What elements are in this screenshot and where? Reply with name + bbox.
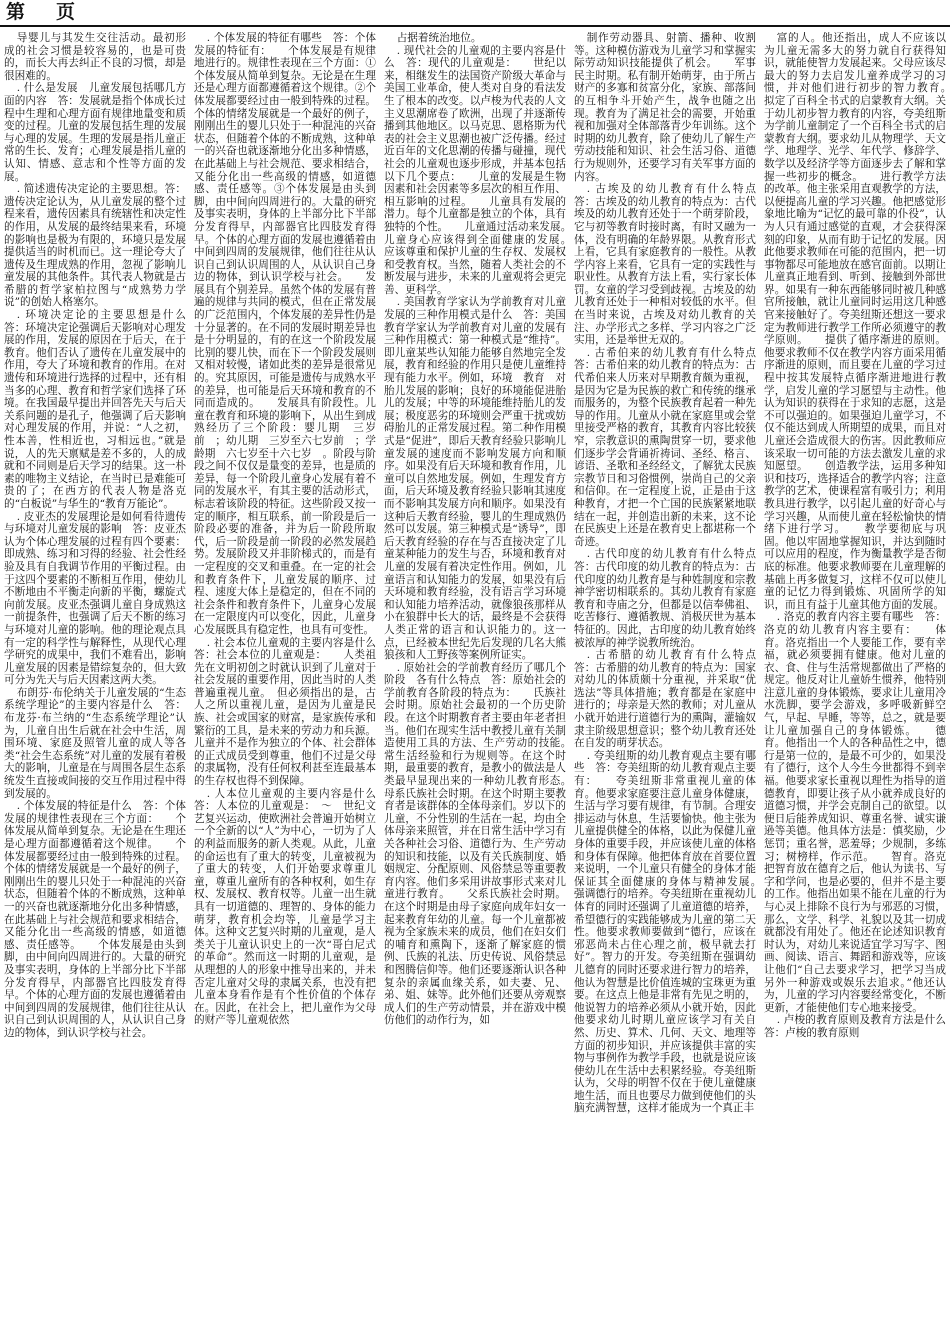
paragraph: 制作劳动器具、射箭、播种、收割等。这种模仿游戏为儿童学习和掌握实际劳动知识技能提供了机会。 军事民主时期。私有制开始萌芽，由于所占财产的多寡和贫富分化，家族、部落间的互相争斗开始产生，战争也随之出现。教育为了满足社会的需要，开始重视和加强对全体部落青少年训练。这个时期的幼儿教育，除了使幼儿了解生产劳动技能和知识、社会生活习俗、道德行为规则外，还要学习有关军事方面的内容。 [574, 32, 756, 183]
text-columns [4, 32, 946, 1338]
column-4 [574, 32, 756, 1338]
column-3 [384, 32, 566, 1338]
column-2 [194, 32, 376, 1338]
paragraph: . 洛克的教育内容主要有哪些 答：洛克的幼儿教育内容主要有： 体育。洛克指出一个人要能工作，要有幸福，就必须要拥有健康。他对儿童的衣、食、住与生活常规都做出了严格的规定。他反对让儿童娇生惯养，他特别注意儿童的身体锻炼，要求让儿童用冷水洗脚，要学会游戏，多呼吸新鲜空气，早起、早睡，等等，总之，就是要让儿童加强自己的身体锻炼。 德育。他指出一个人的各种品性之中，德行是第一位的，是最不可少的，如果没有了德行，这个人今生今世都得不到幸福。他要求家长重视以理性为指导的道德教育，即要让孩子从小就养成良好的道德习惯，并学会克制自己的欲望。以便日后能养成知识、尊重名誉、诚实谦逊等美德。他具体方法是：慎奖励，少惩罚；重名誉，恶羞辱；少规制，多练习；树榜样，作示范。 智育。洛克把智育放在德育之后，他认为读书、写字和学问，也是必要的，但并不是主要的工作。他指出如果不能在儿童的行为与心灵上排除不良行为与邪恶的习惯，那么，文学、科学、礼貌以及其一切成就都没有用处了。他还在论述知识教育时认为，对幼儿来说适宜学习写字、图画、阅读、语言、舞蹈和游戏等，应该让他们“自己去要求学习，把学习当成另外一种游戏或娱乐去追求。”他还认为，儿童的学习内容要经常变化，不断更新，才能使他们专心地来接受。 [764, 611, 946, 1014]
paragraph: . 原始社会的学前教育经历了哪几个阶段 各有什么特点 答：原始社会的学前教育各阶段的特点为： 氏族社会时期。原始社会最初的一个历史阶段。在这个时期教育者主要由年老者担当。他们在现实生活中教授儿童有关制造使用工具的方法、生产劳动的技能。 常生活经验和行为规则等。在这个时期，最重要的教育，是教小的做法是人类最早显现出来的一种幼儿教育形态。 母系氏族社会时期。在这个时期主要教育者是该群体的全体母亲们。岁以下的儿童，不分性别的生活在一起，均由全体母亲来照管，并在日常生活中学习有关各种社会习俗、道德行为、生产劳动的知识和技能，以及有关氏族制度、婚姻规定、分配原则、风俗禁忌等重要教育内容。他们多采用讲故事形式来对儿童进行教育。 父系氏族社会时期。在这个时期是由母子家庭向成年妇女一起来教育年幼的儿童。每一个儿童都被视为全家族未来的成员，他们在妇女们的哺育和熏陶下，逐渐了解家庭的惯例、氏族的礼法、历史传说、风俗禁忌和图腾信仰等。他们还要逐渐认识各种复杂的亲属血缘关系，如夫妻、兄、弟、姐、妹等。此外他们还要从旁观察成人们的生产劳动情景，并在游戏中模仿他们的动作行为，如 [384, 661, 566, 1027]
paragraph: . 人本位儿童观的主要内容是什么 答：人本位的儿童观是： ～ 世纪文艺复兴运动，使欧洲社会普遍开始树立一个全新的以“人”为中心，一切为了人的利益而服务的新人类观。从此，儿童的命运也有了重大的转变，儿童被视为了重大的转变，人们开始要求尊重儿童，尊重儿童所有的各种权利，如生存权、发展权、教育权等。儿童一出生就具有一切道德的、理智的、身体的能力萌芽，教育机会均等，儿童是学习主体。这种文艺复兴时期的儿童观，是人类关于儿童认识史上的一次“哥白尼式的革命”。然而这一时期的儿童观，是从理想的人的形象中推导出来的，并未否定儿童对父母的隶属关系，也没有把儿童本身看作是有个性价值的个体存在。因此，在社会上，把儿童作为父母的财产等儿童观依然 [194, 787, 376, 1027]
paragraph: . 环境决定论的主要思想是什么 答：环境决定论强调后天影响对心理发展的作用，发展的原因在于后天，在于教育。他们否认了遗传在儿童发展中的作用，夸大了环境和教育的作用。在对遗传和环境进行选择的过程中，还有相当多的心理、教育和哲学家们选择了环境。在我国最早提出并回答先天与后天关系问题的是孔子，他强调了后天影响对心理发展的作用，并说：“人之初，性本善，性相近也，习相远也。”就是说，人的先天禀赋是差不多的，人的成就和不同则是后天学习的结果。这一朴素的唯物主义结论，在当时已是难能可贵的了；在西方的代表人物是洛克的“白板说”与华生的“教育万能论”。 [4, 309, 186, 510]
paragraph: . 卢梭的教育原则及教育方法是什么 答：卢梭的教育原则 [764, 1014, 946, 1039]
paragraph: 导婴儿与其发生交往活动。最初形成的社会习惯是较容易的，也是可贵的，而长大再去纠正不良的习惯，却是很困难的。 [4, 32, 186, 82]
column-1 [4, 32, 186, 1338]
paragraph: . 夸美纽斯的幼儿教育观点主要有哪些 答：夸美纽斯的幼儿教育观点主要有： 夸美纽斯非常重视儿童的体育。他要求家庭要注意儿童身体健康，生活与学习要有规律，有节制。合理安排运动与休息，生活要愉快。他主张为儿童提供健全的体格，以此为保健儿童身体的重要手段，并应该使儿童的体格和身体有保障。他把体育放在首要位置来说明，一个儿童只有健全的身体才能保证其全面健康的身体与精神发展。 强调德行的培养。夸美纽斯在重视幼儿体育的同时还强调了儿童道德的培养，希望德行的实践能够成为儿童的第二天性。他要求教师要做到“德行，应该在邪恶尚未占住心理之前，极早就去打好”。智力的开发。夸美纽斯在强调幼儿德育的同时还要求进行智力的培养，他认为智慧是比价值连城的宝珠更为重要。在这点上他是非常有先见之明的，他说智力的培养必须从小就开始，因此他要求幼儿时期儿童应该学习有关自然、历史、算术、几何、天文、地理等方面的初步知识，并应该提供丰富的实物与事例作为教学手段，也就是说应该使幼儿在生活中去积累经验。夸美纽斯认为，父母的明智不仅在于使儿童健康地生活，而且也要尽力做到使他们的头脑充满智慧，这样才能成为一个真正丰 [574, 749, 756, 1115]
paragraph: 占据着统治地位。 [396, 32, 482, 44]
paragraph: . 古希腊的幼儿教育有什么特点 答：古希腊的幼儿教育的特点为：国家对幼儿的体质颇十分重视，并采取“优选法”等具体措施；教育都是在家庭中进行的；母亲是天然的教师；对儿童从小就开始进行道德行为的熏陶，灌输奴隶主阶级思想意识；整个幼儿教育还处在自发的萌芽状态。 [574, 649, 756, 750]
page-header [0, 0, 950, 26]
page-title: 第 页 [6, 1, 82, 23]
paragraph: 布朗芬·布伦纳关于儿童发展的“生态系统学理论”的主要内容是什么 答：布龙芬·布兰纳的“生态系统学理论”认为，儿童自出生后就在社会中生活，周围环境、家庭及照管儿童的成人等各类“社会生态系统”对儿童的发展有着极大的影响，儿童是在与周围各层生态系统发生直接或间接的交互作用过程中得到发展的。 [4, 686, 186, 800]
column-5 [764, 32, 946, 1338]
header-divider [0, 25, 950, 27]
paragraph: . 简述遗传决定论的主要思想。答：遗传决定论认为，从儿童发展的整个过程来看，遗传因素具有统辖性和决定性的作用，从发展的最终结果来看，环境的影响也是极为有限的，环境只是发展提供适当的时机而已。这一理论夸大了遗传及生理成熟的作用，忽视了影响儿童发展的其他条件。其代表人物就是古希腊的哲学家柏拉图与“成熟势力学说”的创始人格塞尔。 [4, 183, 186, 309]
paragraph: . 个体发展的特征有哪些 答：个体发展的特征有： 个体发展是有规律地进行的。规律性表现在三个方面：①个体发展从简单到复杂。无论是在生理还是心理方面都遵循着这个规律。②个体发展都要经过由一般到特殊的过程。个体的情绪发展就是一个最好的例子，刚刚出生的婴儿只处于一种混沌的兴奋状态，但随着个体的不断成熟，这种单一的兴奋也就逐渐地分化出多种情感，在此基础上与社会规范、要求相结合，又能分化出一些高级的情感，如道德感、责任感等。③个体发展是由头到脚，由中间向四周进行的。大量的研究及事实表明，身体的上半部分比下半部分发育得早，内部器官比四肢发育得早。个体的心理方面的发展也遵循着由中间到四周的发展规律，他们往往从认识自己到认识周围的人，从认识自己身边的物体，到认识学校与社会。 发展具有个别差异。虽然个体的发展有普遍的规律与共同的模式，但在正常发展的广泛范围内，个体发展的差异性仍是十分显著的。在不同的发展时期差异也是十分明显的，有的在这一个阶段发展比别的婴儿快，而在下一个阶段发展则又相对较慢，诸如此类的差异是很常见的。究其原因，可能是遗传与成熟水平的差异，也可能是后天环境和教育的不同而造成的。 发展具有阶段性。儿童在教育和环境的影响下，从出生到成熟经历了三个阶段：婴儿期 三岁前 ；幼儿期 三岁至六七岁前 ；学龄期 六七岁至十六七岁 。阶段与阶段之间不仅仅是量变的差异，也是质的差异，每一个阶段儿童身心发展有着不同的发展水平，有其主要的活动形式，标志着该阶段的特征。这些阶段又按一定的顺序，相互联系，前一阶段是后一阶段必要的准备，并为后一阶段所取代，后一阶段是前一阶段的必然发展趋势。发展阶段又并非阶梯式的，而是有一定程度的交叉和重叠。在一定的社会和教育条件下，儿童发展的顺序、过程、速度大体上是稳定的，但在不同的社会条件和教育条件下，儿童身心发展在一定限度内可以变化，因此，儿童身心发展既具有稳定性，也具有可变性。 [194, 32, 376, 636]
paragraph: . 古埃及的幼儿教育有什么特点 答：古埃及的幼儿教育的特点为：古代埃及的幼儿教育还处于一个萌芽阶段，它与初等教育时接时离，有时又融为一体，没有明确的年龄界限。从教育形式上看，它具有家庭教育的一般性。从教学内容上来看，它具有一定的实践性与职业性。从教育方法上看，实行家长体罚。女童的学习受到歧视。古埃及的幼儿教育还处于一种相对较低的水平。但在当时来说，古埃及对幼儿教育的关注、办学形式之多样、学习内容之广泛实用，还是举世无双的。 [574, 183, 756, 347]
paragraph: . 什么是发展 儿童发展包括哪几方面的内容 答：发展就是指个体成长过程中生理和心理方面有规律地量变和质变的过程。儿童的发展包括生理的发展与心理的发展。生理的发展是指儿童正常的生长、发育；心理发展是指儿童的认知、情感、意志和个性等方面的发展。 [4, 82, 186, 183]
paragraph: . 个体发展的特征是什么 答：个体发展的规律性表现在三个方面： 个体发展从简单到复杂。无论是在生理还是心理方面都遵循着这个规律。 个体发展都要经过由一般到特殊的过程。个体的情绪发展就是一个最好的例子，刚刚出生的婴儿只处于一种混沌的兴奋状态，但随着个体的不断成熟，这种单一的兴奋也就逐渐地分化出多种情感，在此基础上与社会规范和要求相结合，又能分化出一些高级的情感，如道德感、责任感等。 个体发展是由头到脚，由中间向四周进行的。大量的研究及事实表明，身体的上半部分比下半部分发育得早，内部器官比四肢发育得早。个体的心理方面的发展也遵循着由中间到四周的发展规律，他们往往从认识自己到认识周围的人，从认识自己身边的物体，到认识学校与社会。 [4, 800, 186, 1039]
paragraph: . 古代印度的幼儿教育有什么特点 答：古代印度的幼儿教育的特点为：古代印度的幼儿教育是与种姓制度和宗教神学密切相联系的。其幼儿教育有家庭教育和寺庙之分，但都是以信奉佛祖、吃苦修行、遵循教规、消极厌世为基本特征的。因此，古印度的幼儿教育始终被浓厚的神学说教所统治。 [574, 548, 756, 649]
paragraph: . 皮亚杰的发展理论是如何看待遗传与环境对儿童发展的影响 答：皮亚杰认为个体心理发展的过程有四个要素：即成熟、练习和习得的经验、社会性经验及具有自我调节作用的平衡过程。由于这四个要素的不断相互作用，使幼儿不断地由不平衡走向新的平衡，螺旋式向前发展。皮亚杰强调儿童自身成熟这一前提条件，也强调了后天不断的练习与环境对儿童的影响。他的理论观点具有一定的科学性与解释性，从现代心理学研究的成果中，我们不难看出，影响儿童发展的因素是错综复杂的，但大致可分为先天与后天因素这两大类。 [4, 510, 186, 687]
paragraph: . 现代社会的儿童观的主要内容是什么 答：现代的儿童观是： 世纪以来，相继发生的法国资产阶级大革命与美国工业革命，使人类对自身的看法发生了根本的改变。以卢梭为代表的人文主义思潮席卷了欧洲，出现了并逐渐传播到其他地区。以马克思、恩格斯为代表的社会主义思潮也被广泛传播。经过近百年的文化思潮的传播与碰撞，现代社会的儿童观也逐步形成，并基本包括以下几个要点： 儿童的发展是生物因素和社会因素等多层次的相互作用、相互影响的过程。 儿童具有发展的潜力。每个儿童都是独立的个体，具有独特的个性。 儿童通过活动来发展。 儿童身心应该得到全面健康的发展。 应该尊重和保护儿童的生存权、发展权和受教育权。当然，随着人类社会的不断发展与进步，未来的儿童观将会更完善、更科学。 [384, 44, 566, 296]
paragraph: . 社会本位儿童观的主要内容是什么 答：社会本位的儿童观是： 人类祖先在文明初创之时就认识到了儿童对于社会发展的重要作用，因此当时的人类普遍重视儿童。 但必须指出的是，古人之所以重视儿童，是因为儿童是民族、社会或国家的财富，是家族传承和繁衍的工具，是未来的劳动力和兵源。儿童并不是作为独立的个体、社会群体的正式成员受到尊重，他们不过是父母的隶属物，没有任何权利甚至连最基本的生存权也得不到保障。 [194, 636, 376, 788]
paragraph: 富的人。他还指出，成人不应该以为儿童无需多大的努力就自行获得知识，就能使智力发展起来。父母应该尽最大的努力去启发儿童养成学习的习惯，并对他们进行初步的智力教育。 拟定了百科全书式的启蒙教育大纲。关于幼儿初步智力教育的内容，夸美纽斯为学前儿童制定了一个百科全书式的启蒙教育大纲。要求幼儿从物理学、天文学、地理学、光学、年代学、修辞学、数学以及经济学等方面逐步去了解和掌握一些初步的概念。 进行教学方法的改革。他主张采用直观教学的方法，以便提高儿童的学习兴趣。他把感觉形象地比喻为“记忆的最可靠的仆役”，认为人只有通过感觉的直观，才会获得深刻的印象，从而有助于记忆的发展。因此他要求教师在可能的范围内，把一切事物都尽可能地放在感官面前。以期让儿童真正地看到、听到、接触到外部世界。如果有一种东西能够同时被几种感官所接触，就让儿童同时运用这几种感官来接触好了。夸美纽斯还想这一要求定为教师进行教学工作所必须遵守的教学原则。 提供了循序渐进的原则。他要求教师不仅在教学内容方面采用循序渐进的原则，而且要在儿童的学习过程中按其发展特点循序渐进地进行教学，启发儿童的学习愿望与主动性。他认为知识的获得在于求知的志愿，这是不可以强迫的。如果强迫儿童学习，不仅不能达到成人所期望的成果，而且对儿童还会造成很大的伤害。因此教师应该采取一切可能的方法去激发儿童的求知愿望。 创造教学法，运用多种知识和技巧，选择适合的教学内容；注意教学的艺术，使课程富有吸引力；利用教具进行教学，以引起儿童的好奇心与学习兴趣，从而使儿童在轻松愉快的情绪下进行学习。 教学要彻底与巩固。他以牢固地掌握知识，并达到随时可以应用的程度，作为衡量教学是否彻底的标准。他要求教师要在儿童理解的基础上再多做复习，这样不仅可以使儿童的记忆力得到锻炼、巩固所学的知识，而且有益于儿童其他方面的发展。 [764, 32, 946, 611]
paragraph: . 美国教育学家认为学前教育对儿童发展的三种作用模式是什么 答：美国教育学家认为学前教育对儿童的发展有三种作用模式：第一种模式是“维持”。即儿童某些认知能力能够自然地完全发展，教育和经验的作用只是使儿童维持现有能力水平。例如，环境 教育 对胎儿发展的影响；良好的环境能促进胎儿的发展；中等的环境能维持胎儿的发展；极度恶劣的环境则会严重干扰或妨碍胎儿的正常发展过程。第二种作用模式是“促进”，即后天教育经验只影响儿童发展的速度而不影响发展方向和顺序。如果没有后天环境和教育作用，儿童可以自然地发展。例如，生理发育方面，后天环境及教育经验只影响其速度而不影响其发展方向和顺序。如果没有这种后天教育经验，婴儿的生理成熟仍然可以发展。第三种模式是“诱导”，即后天教育经验的存在与否直接决定了儿童某种能力的发生与否，环境和教育对儿童的发展有着决定性作用。例如，儿童语言和认知能力的发展，如果没有后天环境和教育经验，没有语言学习环境和认知能力培养活动，就像狼孩那样从小在狼群中长大的话，最终是不会获得人类正常的语言和认识能力的。这一点，已经被本世纪先后发现的几名大熊狼孩和人工野孩等案例所证实。 [384, 296, 566, 662]
paragraph: . 古希伯来的幼儿教育有什么特点 答：古希伯来的幼儿教育的特点为：古代希伯来人历来对早期教育颇为重视，是因为它是为民族的救亡和传统的继承而服务的，为整个民族教育起着一种先导的作用。儿童从小就在家庭里或会堂里接受严格的教育，其教育内容比较狭窄，宗教意识的熏陶贯穿一切，要求他们逐步学会背诵祈祷词、圣经、格言、谚语、圣歌和圣经经文，了解犹太民族宗教节日和习俗惯例，崇尚自己的父亲和信仰。在一定程度上说，正是由于这种教育，才把一个亡国的民族紧紧地联结在一起，并创造出新的未来，这不论在民族史上还是在教育史上都堪称一个奇迹。 [574, 346, 756, 548]
